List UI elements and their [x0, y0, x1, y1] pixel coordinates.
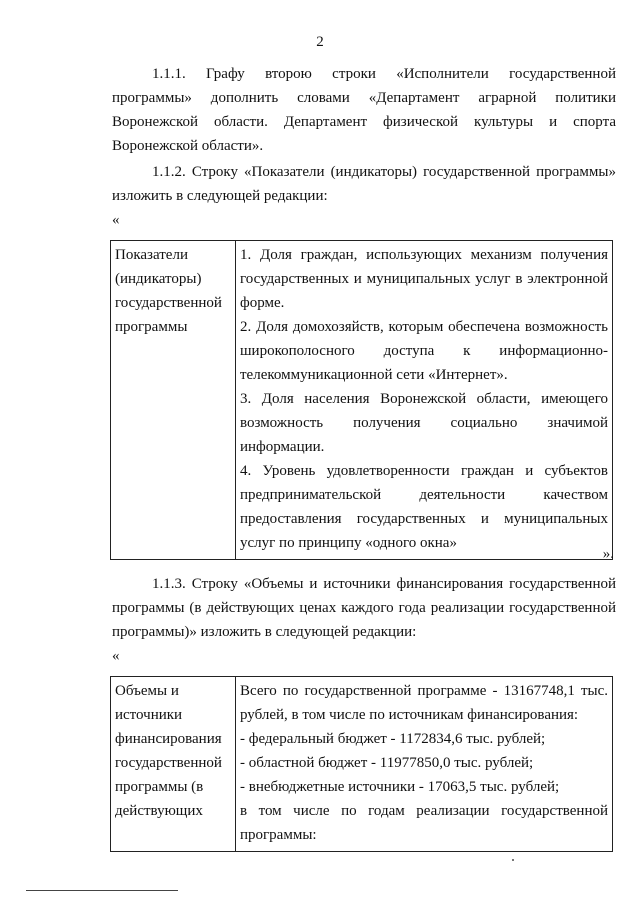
table-content-cell — [236, 677, 613, 852]
cell-line: государственной — [115, 755, 222, 771]
cell-line: программы: — [240, 827, 317, 843]
cell-line: форме. — [240, 295, 285, 311]
cell-line: услуг по принципу «одного окна» — [240, 535, 457, 551]
paragraph-1-1-2 — [112, 160, 616, 208]
cell-line: 1. Доля граждан, использующих механизм получения — [240, 247, 608, 263]
footer-rule — [26, 890, 178, 891]
cell-line: 2. Доля домохозяйств, которым обеспечена возможность — [240, 319, 608, 335]
cell-line: телекоммуникационной сети «Интернет». — [240, 367, 508, 383]
scan-speck — [512, 859, 514, 861]
text-line: программы)» изложить в следующей редакции: — [112, 624, 417, 640]
text-line: программы (в действующих ценах каждого года реализации государственной — [112, 600, 616, 616]
table-row — [111, 241, 613, 560]
indicators-table — [110, 240, 613, 560]
paragraph-1-1-3 — [112, 572, 616, 644]
cell-line: источники — [115, 707, 183, 723]
cell-line: в том числе по годам реализации государственной — [240, 803, 608, 819]
cell-line: рублей, в том числе по источникам финансирования: — [240, 707, 579, 723]
cell-line: программы (в — [115, 779, 204, 795]
cell-line: 4. Уровень удовлетворенности граждан и субъектов — [240, 463, 608, 479]
cell-line: - областной бюджет - 11977850,0 тыс. рублей; — [240, 755, 534, 771]
cell-line: действующих — [115, 803, 203, 819]
cell-line: - внебюджетные источники - 17063,5 тыс. рублей; — [240, 779, 560, 795]
text-line: Воронежской области». — [112, 138, 264, 154]
table-row — [111, 677, 613, 852]
cell-line: информации. — [240, 439, 325, 455]
cell-line: возможность получения социально значимой — [240, 415, 608, 431]
cell-line: - федеральный бюджет - 1172834,6 тыс. рублей; — [240, 731, 546, 747]
text-line: Воронежской области. Департамент физической культуры и спорта — [112, 114, 616, 130]
cell-line: предпринимательской деятельности качеством — [240, 487, 608, 503]
cell-line: Всего по государственной программе - 13167748,1 тыс. — [240, 683, 608, 699]
cell-line: государственной — [115, 295, 222, 311]
page-number: 2 — [316, 34, 324, 50]
text-line: изложить в следующей редакции: — [112, 188, 328, 204]
text-line: 1.1.2. Строку «Показатели (индикаторы) государственной программы» — [152, 164, 616, 180]
cell-line: программы — [115, 319, 188, 335]
cell-line: 3. Доля населения Воронежской области, имеющего — [240, 391, 608, 407]
table-label-cell — [111, 241, 236, 560]
opening-quote: « — [112, 212, 120, 228]
cell-line: предоставления государственных и муниципальных — [240, 511, 608, 527]
paragraph-1-1-1 — [112, 62, 616, 158]
text-line: 1.1.3. Строку «Объемы и источники финансирования государственной — [152, 576, 616, 592]
table-label-cell — [111, 677, 236, 852]
opening-quote: « — [112, 648, 120, 664]
cell-line: финансирования — [115, 731, 222, 747]
cell-line: широкополосного доступа к информационно- — [240, 343, 608, 359]
closing-quote: ». — [602, 546, 614, 562]
text-line: 1.1.1. Графу второю строки «Исполнители государственной — [152, 66, 616, 82]
cell-line: (индикаторы) — [115, 271, 202, 287]
financing-table — [110, 676, 613, 852]
table-content-cell — [236, 241, 613, 560]
text-line: программы» дополнить словами «Департамент аграрной политики — [112, 90, 616, 106]
cell-line: государственных и муниципальных услуг в электронной — [240, 271, 608, 287]
cell-line: Показатели — [115, 247, 188, 263]
cell-line: Объемы и — [115, 683, 179, 699]
